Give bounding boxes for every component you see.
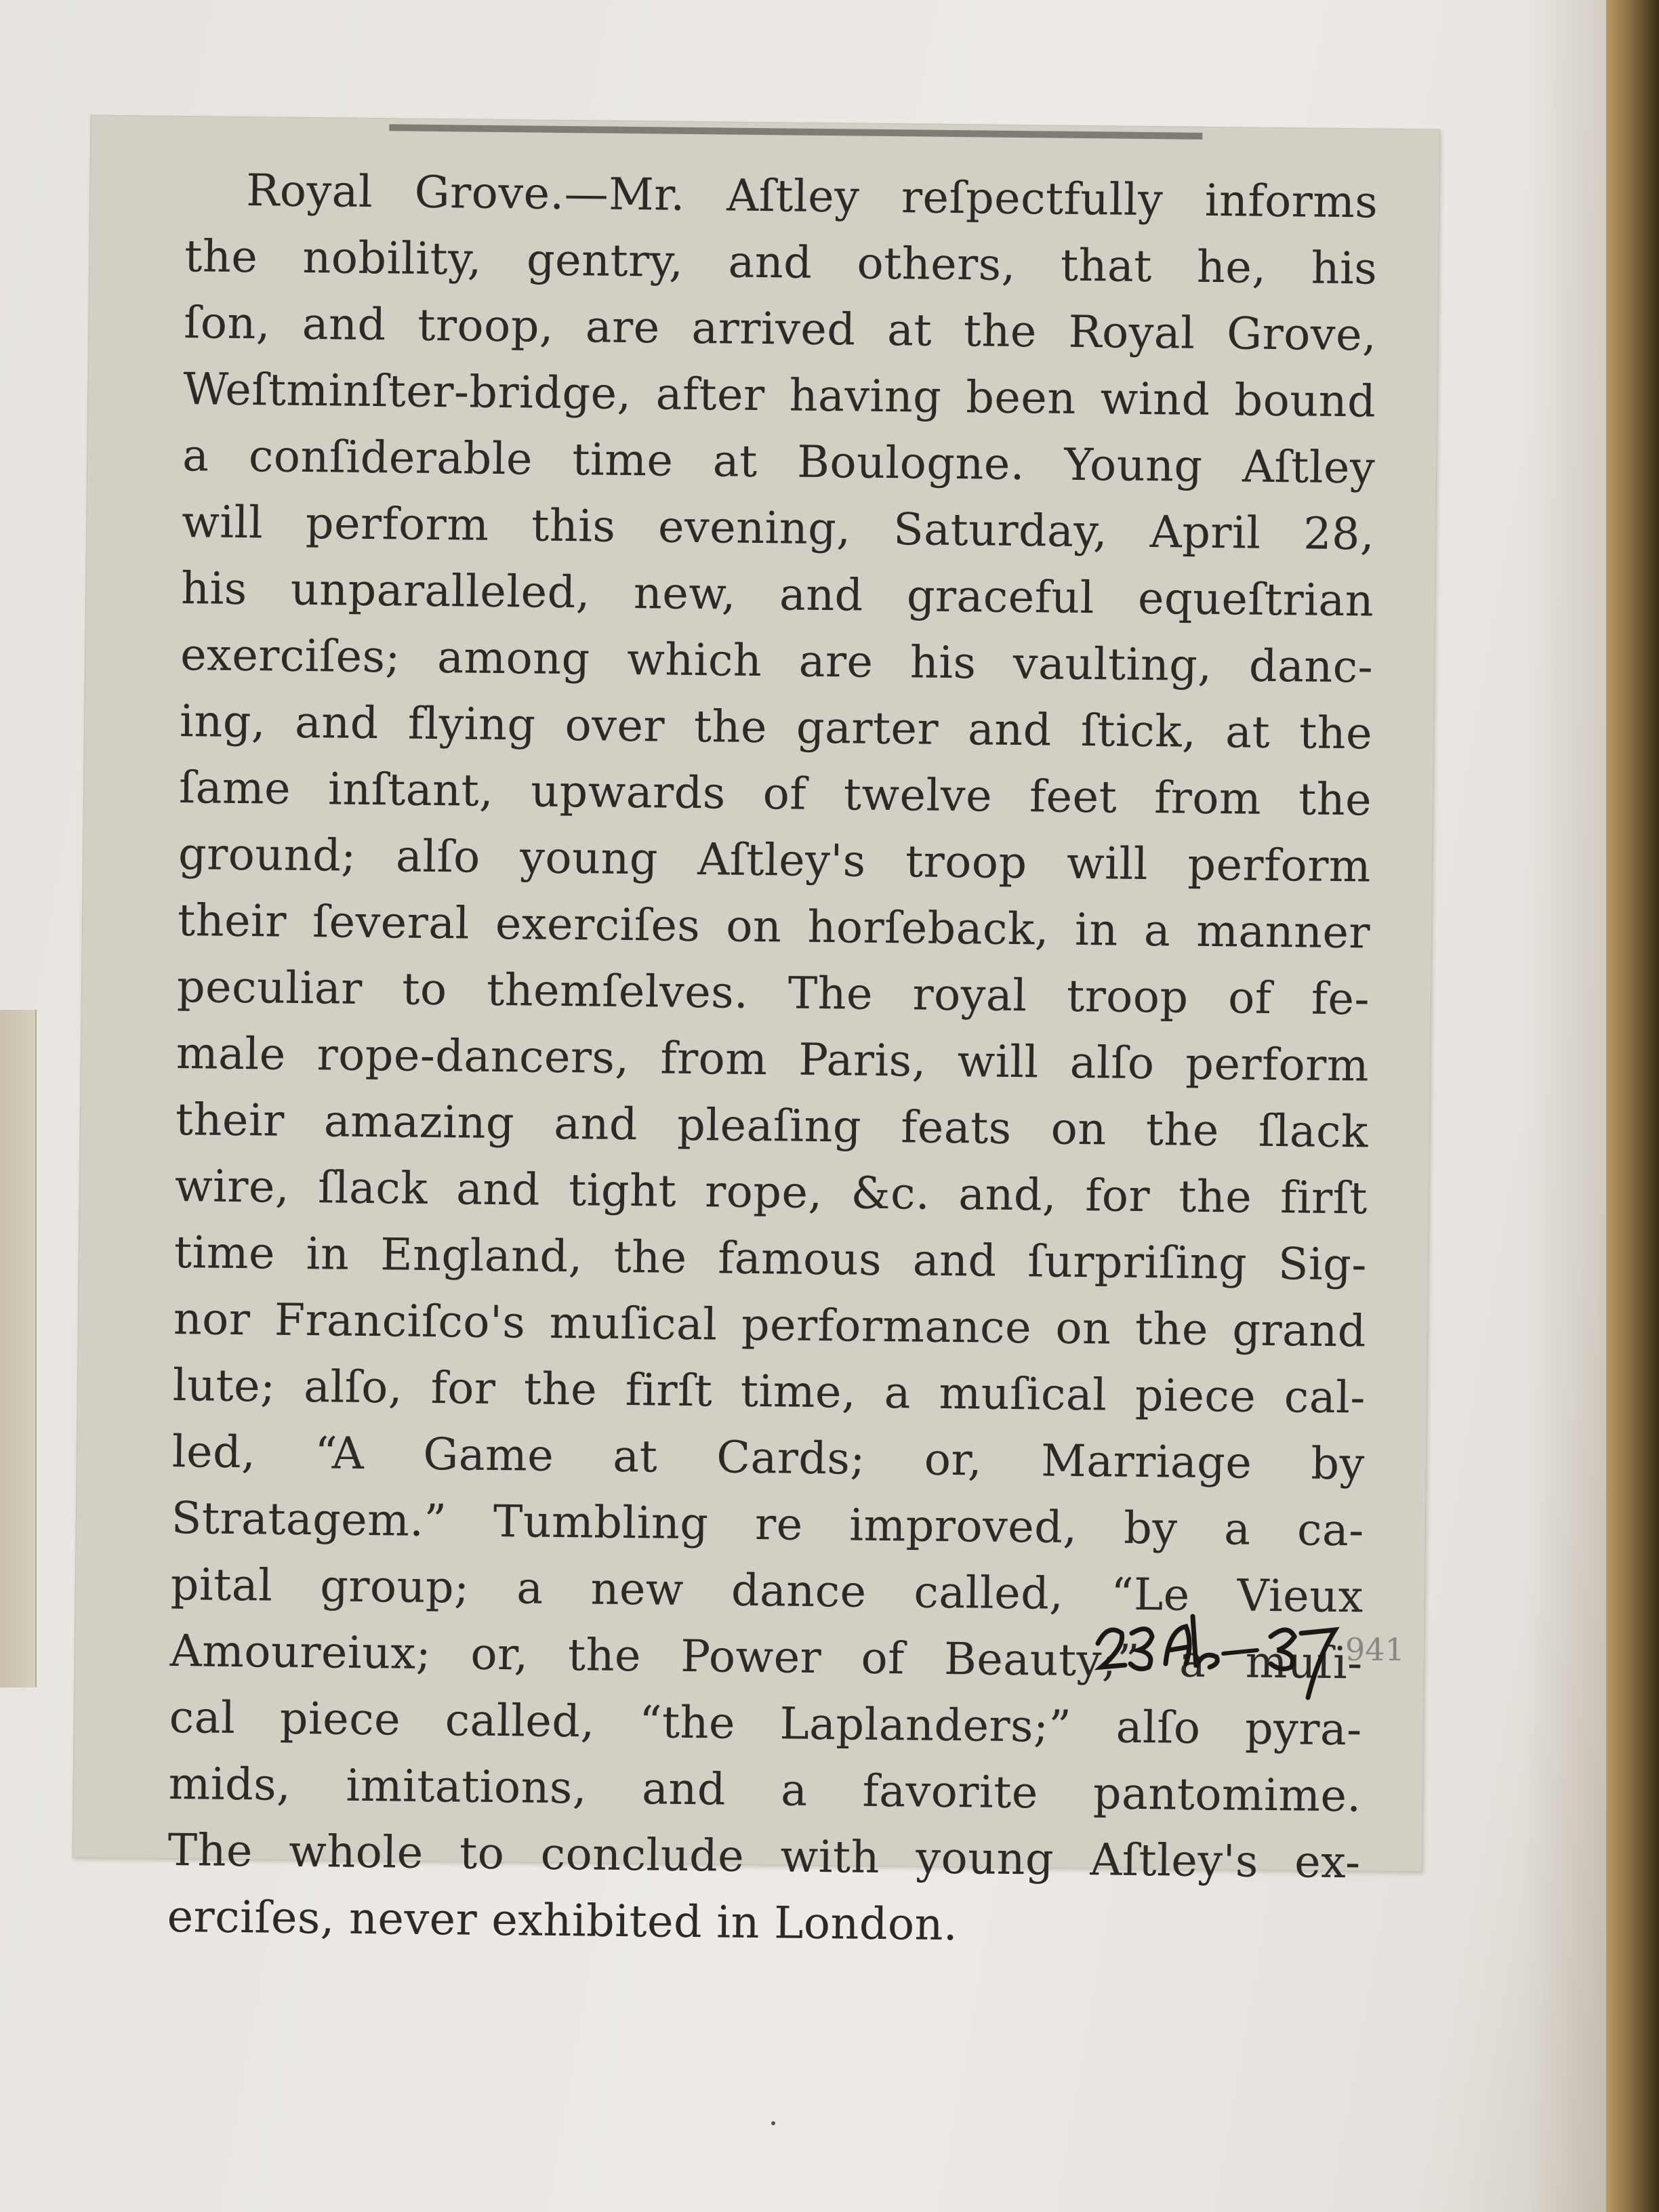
article-line: Stratagem.” Tumbling re improved, by a ca- bbox=[171, 1493, 1365, 1557]
article-line: ground; alſo young Aſtley's troop will perform bbox=[178, 829, 1372, 893]
book-binding-edge bbox=[1606, 0, 1659, 2212]
article-line: exerciſes; among which are his vaulting, danc- bbox=[180, 630, 1374, 693]
paper-speck bbox=[771, 2121, 775, 2125]
article-line: Weſtminſter-bridge, after having been wind bound bbox=[182, 364, 1376, 428]
adjacent-page-tab bbox=[0, 1010, 37, 1687]
article-line: ſame inſtant, upwards of twelve feet from the bbox=[178, 762, 1372, 826]
article-line: their amazing and pleaſing feats on the ſlack bbox=[175, 1094, 1369, 1158]
article-line: ſon, and troop, are arrived at the Royal Grove, bbox=[183, 298, 1377, 361]
clipping-top-rule bbox=[389, 124, 1202, 140]
article-line: time in England, the famous and ſurpriſing Sig- bbox=[173, 1227, 1368, 1291]
article-line: the nobility, gentry, and others, that he, his bbox=[184, 231, 1378, 295]
article-line: The whole to conclude with young Aſtley's ex- bbox=[167, 1824, 1361, 1889]
handwritten-date-annotation bbox=[1084, 1596, 1437, 1704]
article-line: their ſeveral exerciſes on horſeback, in a manner bbox=[177, 895, 1371, 959]
article-line: lute; alſo, for the firſt time, a muſical piece cal- bbox=[172, 1360, 1366, 1424]
article-line: a conſiderable time at Boulogne. Young Aſtley bbox=[182, 430, 1376, 494]
article-line: pital group; a new dance called, “Le Vieux bbox=[170, 1559, 1364, 1623]
article-line: Royal Grove.—Mr. Aſtley reſpectfully informs bbox=[245, 165, 1378, 228]
article-line: led, “A Game at Cards; or, Marriage by bbox=[171, 1427, 1366, 1490]
article-line: cal piece called, “the Laplanders;” alſo pyra- bbox=[169, 1692, 1363, 1756]
article-line: peculiar to themſelves. The royal troop of fe- bbox=[176, 962, 1370, 1025]
article-line: will perform this evening, Saturday, April 28, bbox=[181, 497, 1375, 560]
article-line: ing, and flying over the garter and ſtick, at the bbox=[179, 696, 1373, 760]
article-line: wire, ſlack and tight rope, &c. and, for the firſt bbox=[174, 1161, 1368, 1225]
article-line: his unparalleled, new, and graceful equeſtrian bbox=[180, 563, 1374, 627]
gutter-shadow bbox=[1525, 0, 1606, 2212]
article-line: nor Franciſco's muſical performance on the grand bbox=[173, 1294, 1367, 1357]
article-line: male rope-dancers, from Paris, will alſo perform bbox=[176, 1028, 1370, 1092]
article-line: erciſes, never exhibited in London. bbox=[167, 1891, 958, 1951]
faint-number: 941 bbox=[1345, 1631, 1405, 1668]
article-line: mids, imitations, and a favorite pantomime. bbox=[168, 1758, 1362, 1822]
article-line: Amoureiux; or, the Power of Beauty;” a muſi- bbox=[169, 1625, 1364, 1689]
